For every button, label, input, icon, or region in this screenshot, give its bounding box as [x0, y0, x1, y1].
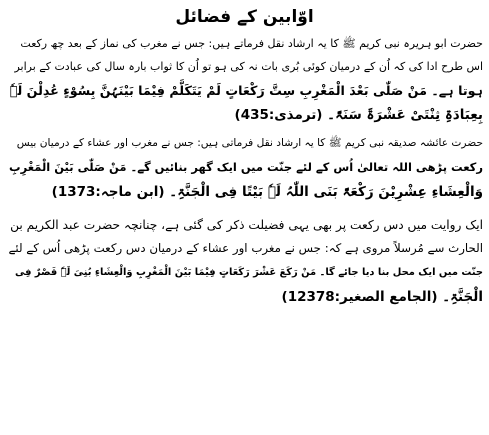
paragraph-3-line-1: ایک روایت میں دس رکعت پر بھی یہی فضیلت ذکر کی گئی ہے، چنانچہ حضرت عبد الکریم بن [10, 218, 483, 232]
paragraph-3-line-4: الْجَنَّۃِ۔ (الجامع الصغیر:12378) [281, 289, 483, 305]
paragraph-1-line-3: ہوتا ہے۔ مَنْ صَلّٰی بَعْدَ الْمَغْرِبِ سِتَّ رَکْعَاتٍ لَمْ یَتَکَلَّمْ فِیْمَا بَیْنَہُنَّ بِسُوْءٍ عُدِلْنَ لَہٗ [9, 83, 483, 98]
spacer [6, 205, 483, 214]
paragraph-3 [6, 214, 483, 310]
paragraph-2-line-3: وَالْعِشَاءِ عِشْرِیْنَ رَکْعَۃً بَنَی اللّٰہُ لَہٗ بَیْتًا فِی الْجَنَّۃِ۔ (ابن ماجہ:1373) [51, 184, 483, 200]
paragraph-1-line-4: بِعِبَادَۃِ ثِنْتَیْ عَشْرَۃَ سَنَۃً۔ (ترمذی:435) [234, 107, 483, 123]
paragraph-1 [6, 32, 483, 128]
paragraph-2-line-2: رکعت پڑھی اللہ تعالیٰ اُس کے لئے جنّت میں ایک گھر بنائیں گے۔ مَنْ صَلّٰی بَیْنَ الْمَغْرِبِ [9, 160, 483, 174]
paragraph-1-line-2: اس طرح ادا کی کہ اُن کے درمیان کوئی بُری بات نہ کی ہو تو اُن کا ثواب بارہ سال کی عبادت کے برابر [14, 60, 483, 73]
paragraph-2 [6, 132, 483, 205]
paragraph-3-line-3: جنّت میں ایک محل بنا دیا جائے گا۔ مَنْ رَکَعَ عَشْرَ رَکَعَاتٍ فِیْمَا بَیْنَ الْمَغْرِبِ وَالْعِشَاءِ بُنِیَ لَہٗ قَصْرٌ فِی [14, 267, 483, 278]
paragraph-1-line-1: حضرت ابو ہریرہ نبی کریم ﷺ کا یہ ارشاد نقل فرماتے ہیں: جس نے مغرب کی نماز کے بعد چھ رکعت [20, 37, 483, 50]
paragraph-2-line-1: حضرت عائشہ صدیقہ نبی کریم ﷺ کا یہ ارشاد نقل فرماتی ہیں: جس نے مغرب اور عشاء کے درمیان بیس [16, 137, 483, 149]
paragraph-3-line-2: الحارث سے مُرسلاً مروی ہے کہ: جس نے مغرب اور عشاء کے درمیان دس رکعت پڑھی اُس کے لئے [8, 241, 483, 255]
page-title: اوّابین کے فضائل [175, 7, 314, 27]
